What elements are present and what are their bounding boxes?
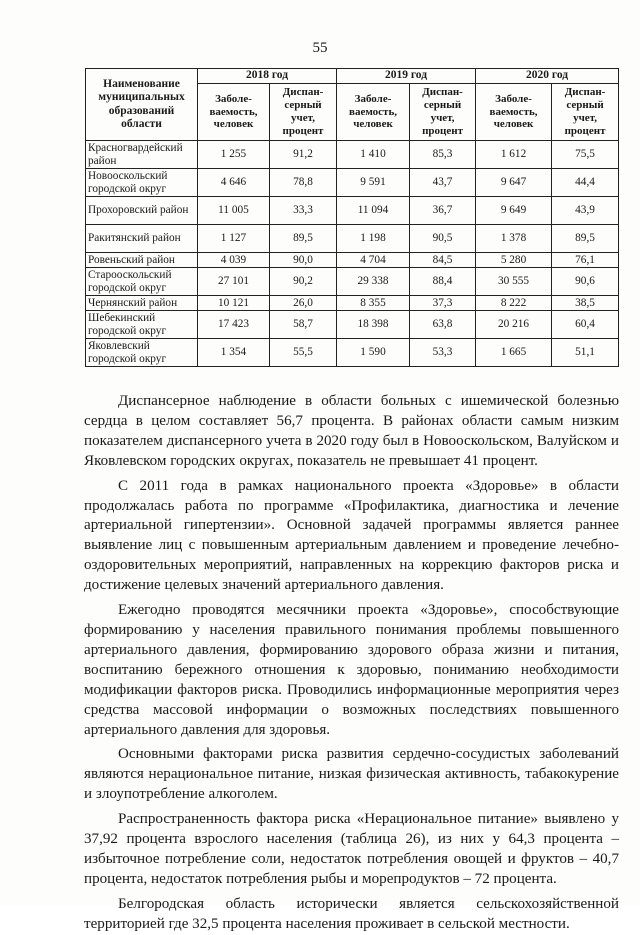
- table-row: [86, 169, 619, 197]
- district-name: Шебекинский городской округ: [86, 311, 198, 339]
- header-incidence: Заболе-ваемость, человек: [476, 84, 552, 141]
- value-cell: 10 121: [198, 296, 270, 311]
- header-dispensary: Диспан-серный учет, процент: [552, 84, 619, 141]
- value-cell: 75,5: [552, 141, 619, 169]
- paragraph: Основными факторами риска развития сердечно-сосудистых заболеваний являются нерациональное питание, низкая физическая активность, табакокурение и злоупотребление алкоголем.: [84, 746, 619, 803]
- value-cell: 90,5: [410, 225, 476, 253]
- value-cell: 43,7: [410, 169, 476, 197]
- page-number: 55: [312, 40, 328, 56]
- value-cell: 90,0: [270, 253, 337, 268]
- value-cell: 9 647: [476, 169, 552, 197]
- value-cell: 1 198: [337, 225, 410, 253]
- header-year: 2018 год: [198, 69, 337, 84]
- district-name: Ракитянский район: [86, 225, 198, 253]
- header-dispensary: Диспан-серный учет, процент: [410, 84, 476, 141]
- table-row: [86, 253, 619, 268]
- value-cell: 78,8: [270, 169, 337, 197]
- district-name: Прохоровский район: [86, 197, 198, 225]
- header-year: 2019 год: [337, 69, 476, 84]
- header-dispensary: Диспан-серный учет, процент: [270, 84, 337, 141]
- value-cell: 1 612: [476, 141, 552, 169]
- value-cell: 17 423: [198, 311, 270, 339]
- value-cell: 63,8: [410, 311, 476, 339]
- value-cell: 60,4: [552, 311, 619, 339]
- value-cell: 76,1: [552, 253, 619, 268]
- district-name: Старооскольский городской округ: [86, 268, 198, 296]
- value-cell: 11 094: [337, 197, 410, 225]
- table-row: [86, 141, 619, 169]
- paragraph: Диспансерное наблюдение в области больных с ишемической болезнью сердца в целом составляет 56,7 процента. В районах области самым низким показателем диспансерного учета в 2020 году был в Новооскольском, Валуйском и Яковлевском городских округах, показатель не превышает 41 процент.: [84, 393, 619, 469]
- district-name: Чернянский район: [86, 296, 198, 311]
- value-cell: 33,3: [270, 197, 337, 225]
- value-cell: 89,5: [552, 225, 619, 253]
- value-cell: 44,4: [552, 169, 619, 197]
- value-cell: 1 378: [476, 225, 552, 253]
- value-cell: 53,3: [410, 339, 476, 367]
- value-cell: 91,2: [270, 141, 337, 169]
- table-row: [86, 339, 619, 367]
- district-name: Новооскольский городской округ: [86, 169, 198, 197]
- value-cell: 1 590: [337, 339, 410, 367]
- value-cell: 84,5: [410, 253, 476, 268]
- value-cell: 9 649: [476, 197, 552, 225]
- value-cell: 29 338: [337, 268, 410, 296]
- district-name: Яковлевский городской округ: [86, 339, 198, 367]
- value-cell: 4 646: [198, 169, 270, 197]
- value-cell: 11 005: [198, 197, 270, 225]
- district-name: Красногвардейский район: [86, 141, 198, 169]
- header-incidence: Заболе-ваемость, человек: [337, 84, 410, 141]
- table-row: [86, 225, 619, 253]
- value-cell: 9 591: [337, 169, 410, 197]
- value-cell: 5 280: [476, 253, 552, 268]
- value-cell: 89,5: [270, 225, 337, 253]
- table-row: [86, 296, 619, 311]
- value-cell: 38,5: [552, 296, 619, 311]
- value-cell: 1 255: [198, 141, 270, 169]
- table-row: [86, 197, 619, 225]
- table-row: [86, 268, 619, 296]
- value-cell: 58,7: [270, 311, 337, 339]
- value-cell: 27 101: [198, 268, 270, 296]
- value-cell: 4 704: [337, 253, 410, 268]
- value-cell: 1 410: [337, 141, 410, 169]
- body-text: [84, 392, 619, 935]
- value-cell: 43,9: [552, 197, 619, 225]
- morbidity-table: [85, 68, 619, 367]
- table-row: [86, 311, 619, 339]
- value-cell: 1 665: [476, 339, 552, 367]
- value-cell: 8 222: [476, 296, 552, 311]
- value-cell: 85,3: [410, 141, 476, 169]
- header-municipality: Наименование муниципальных образований области: [86, 69, 198, 141]
- value-cell: 26,0: [270, 296, 337, 311]
- value-cell: 1 354: [198, 339, 270, 367]
- value-cell: 1 127: [198, 225, 270, 253]
- value-cell: 36,7: [410, 197, 476, 225]
- header-year: 2020 год: [476, 69, 619, 84]
- value-cell: 8 355: [337, 296, 410, 311]
- paragraph: Распространенность фактора риска «Нерациональное питание» выявлено у 37,92 процента взрослого населения (таблица 26), из них у 64,3 процента – избыточное потребление соли, недостаток потребления овощей и фруктов – 40,7 процента, недостаток потребления рыбы и морепродуктов – 72 процента.: [84, 811, 619, 887]
- paragraph: Белгородская область исторически является сельскохозяйственной территорией где 32,5 процента населения проживает в сельской местности.: [84, 895, 619, 932]
- paragraph: С 2011 года в рамках национального проекта «Здоровье» в области продолжалась работа по программе «Профилактика, диагностика и лечение артериальной гипертензии». Основной задачей программы является раннее выявление лиц с повышенным артериальным давлением и проведение лечебно-оздоровительных мероприятий, направленных на коррекцию факторов риска и достижение целевых значений артериального давления.: [84, 477, 619, 594]
- paragraph: Ежегодно проводятся месячники проекта «Здоровье», способствующие формированию у населения правильного понимания проблемы повышенного артериального давления, формированию здорового образа жизни и питания, воспитанию бережного отношения к здоровью, пониманию необходимости модификации факторов риска. Проводились информационные мероприятия через средства массовой информации о возможных последствиях повышенного артериального давления для здоровья.: [84, 602, 619, 738]
- value-cell: 18 398: [337, 311, 410, 339]
- value-cell: 55,5: [270, 339, 337, 367]
- value-cell: 37,3: [410, 296, 476, 311]
- header-incidence: Заболе-ваемость, человек: [198, 84, 270, 141]
- value-cell: 88,4: [410, 268, 476, 296]
- value-cell: 4 039: [198, 253, 270, 268]
- value-cell: 90,6: [552, 268, 619, 296]
- value-cell: 90,2: [270, 268, 337, 296]
- district-name: Ровеньский район: [86, 253, 198, 268]
- value-cell: 51,1: [552, 339, 619, 367]
- value-cell: 20 216: [476, 311, 552, 339]
- value-cell: 30 555: [476, 268, 552, 296]
